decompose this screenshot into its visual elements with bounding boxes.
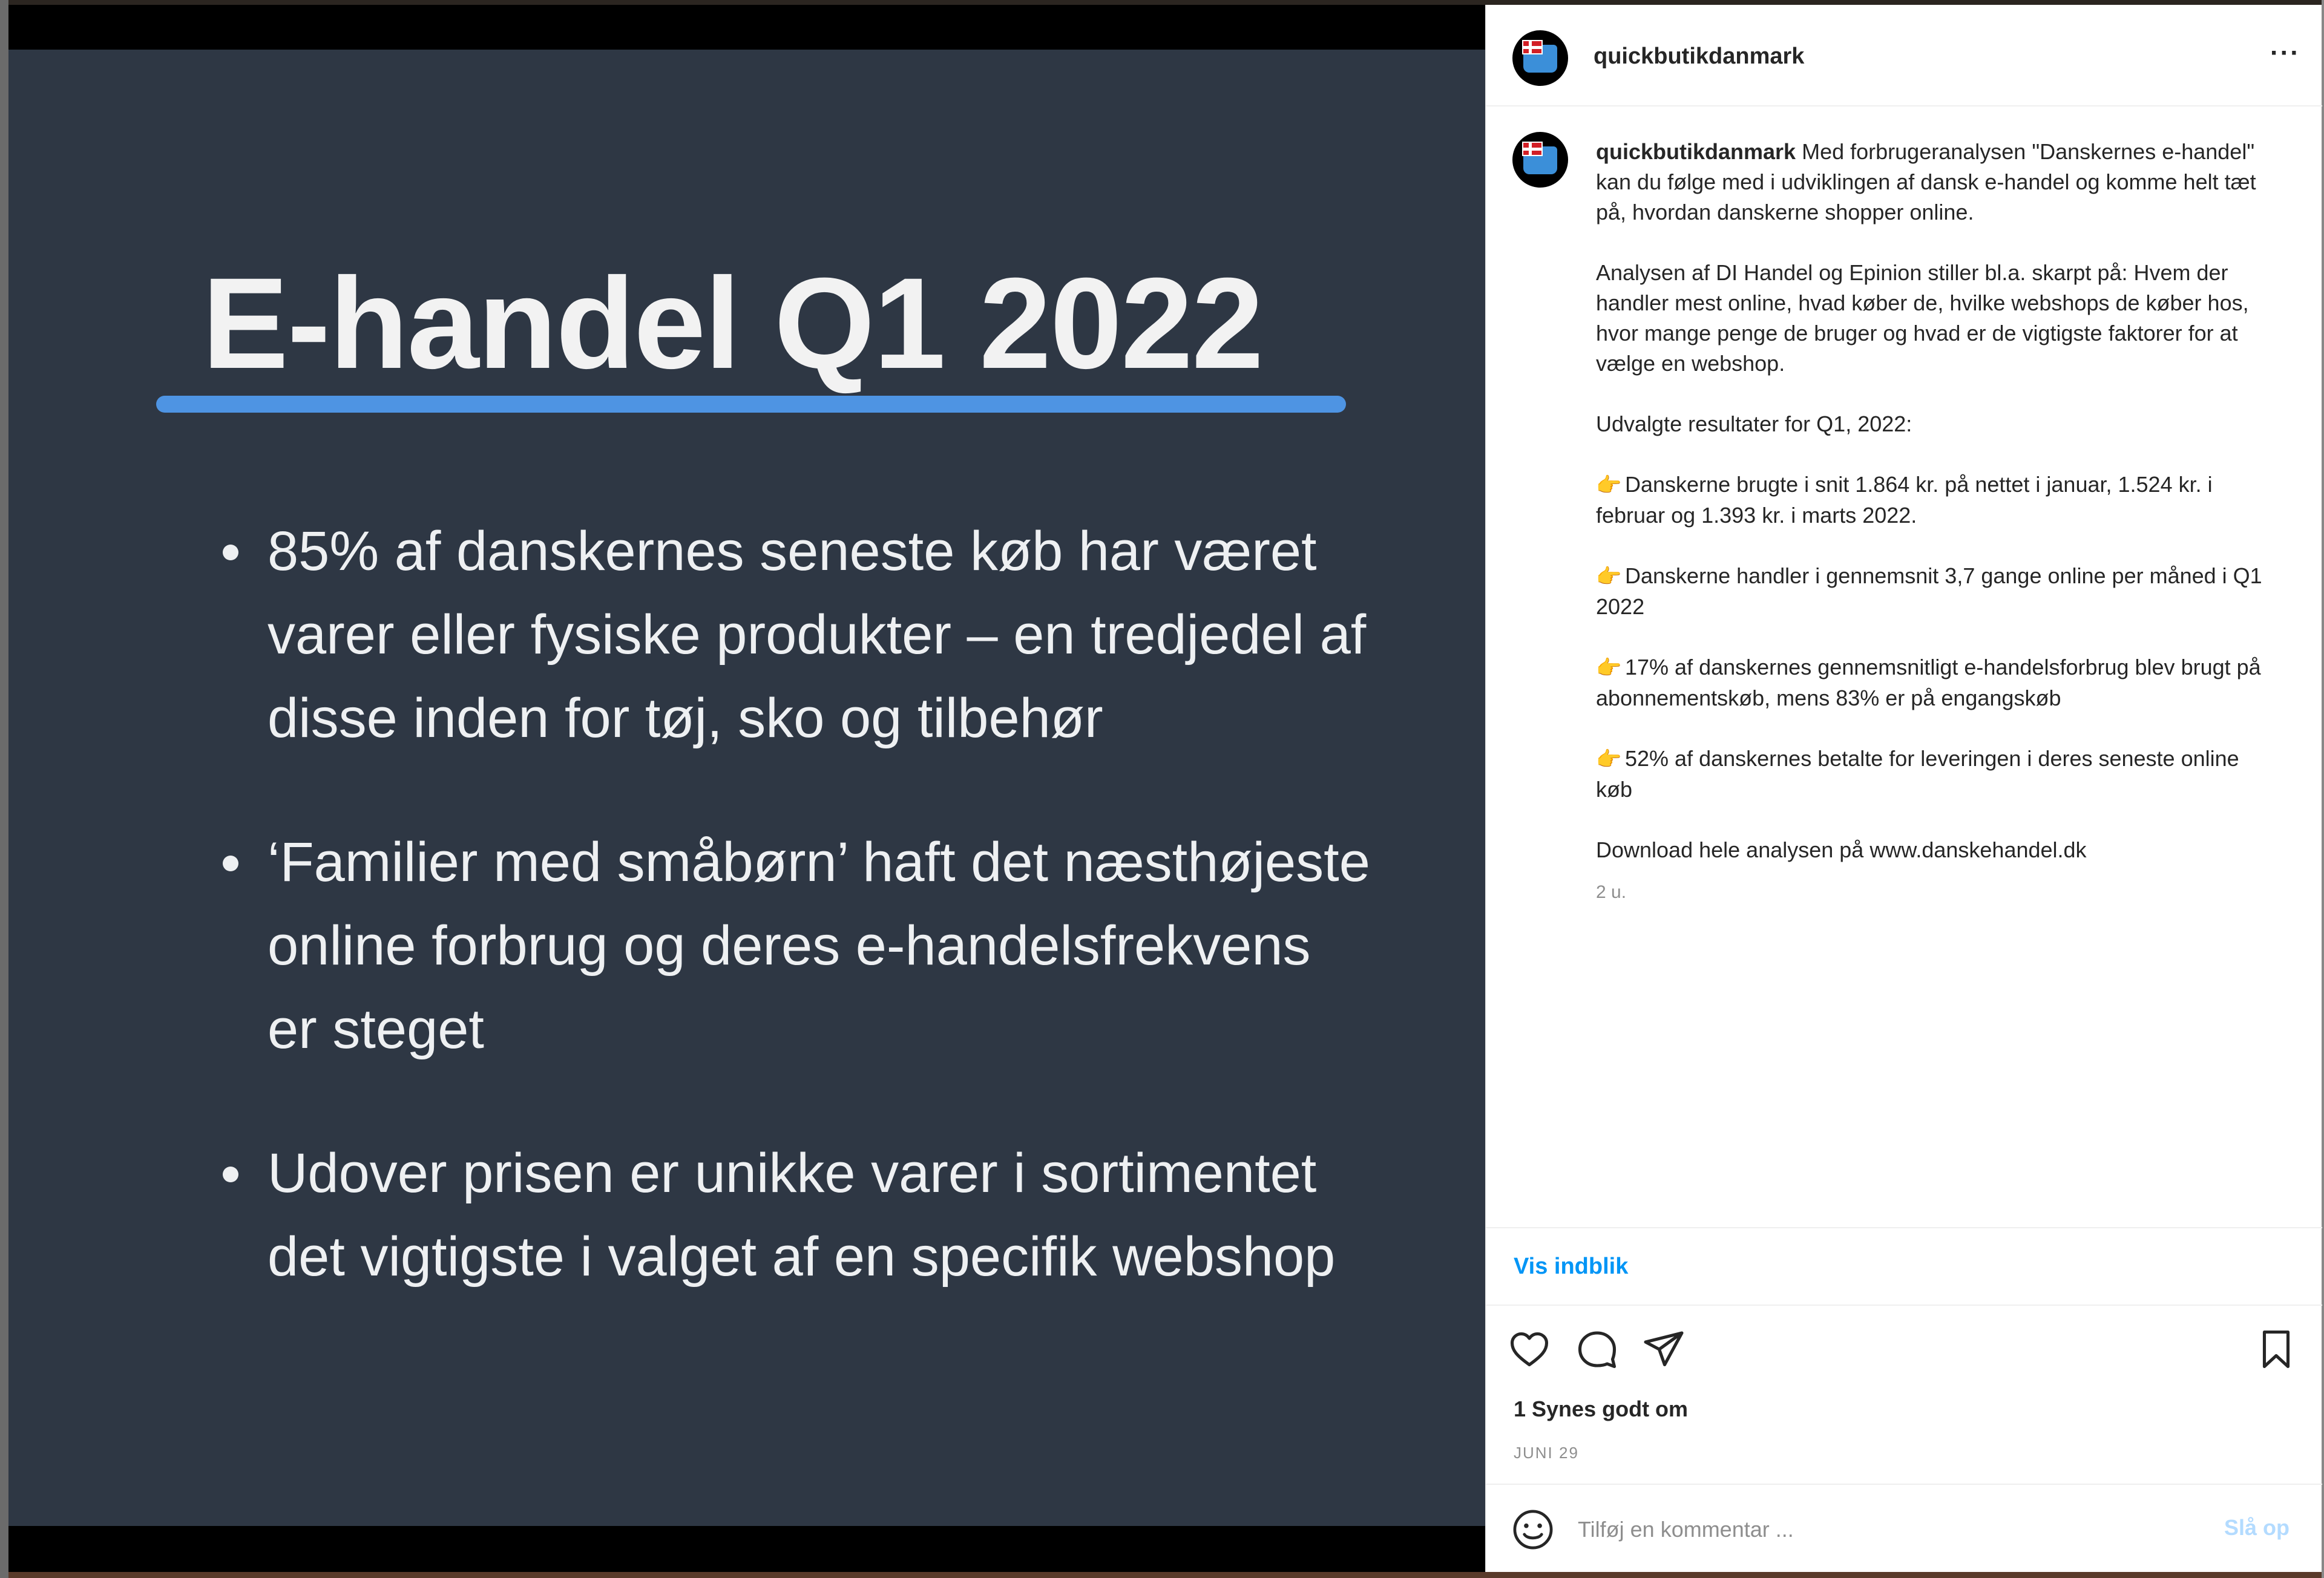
caption-point xyxy=(1596,470,2274,531)
page-backdrop-left xyxy=(0,0,8,1578)
caption-time-ago[interactable]: 2 u. xyxy=(1596,882,1627,902)
caption-point-text: Danskerne brugte i snit 1.864 kr. på nettet i januar, 1.524 kr. i februar og 1.393 kr. i marts 2022. xyxy=(1596,472,2213,528)
share-icon[interactable] xyxy=(1642,1328,1686,1371)
caption-avatar[interactable] xyxy=(1512,132,1568,188)
caption-point xyxy=(1596,744,2274,805)
comment-input[interactable] xyxy=(1578,1511,2183,1548)
slide-bullet: Udover prisen er unikke varer i sortimentet det vigtigste i valget af en specifik webshop xyxy=(208,1131,1370,1298)
page-backdrop xyxy=(0,0,2324,5)
likes-count[interactable]: 1 Synes godt om xyxy=(1514,1396,1689,1421)
caption-results-heading: Udvalgte resultater for Q1, 2022: xyxy=(1596,411,1912,436)
insights-row xyxy=(1486,1227,2322,1306)
action-bar xyxy=(1486,1318,2322,1378)
post-username[interactable]: quickbutikdanmark xyxy=(1594,44,1805,69)
pointing-hand-icon: 👉 xyxy=(1596,474,1622,497)
comment-box xyxy=(1486,1484,2322,1572)
more-options-icon[interactable]: ··· xyxy=(2270,38,2300,68)
post-media[interactable] xyxy=(8,5,1485,1572)
post-header xyxy=(1486,5,2322,106)
danish-flag-icon xyxy=(1522,142,1543,156)
slide-bullet: 85% af danskernes seneste køb har været varer eller fysiske produkter – en tredjedel af disse inden for tøj, sko og tilbehør xyxy=(208,509,1370,760)
caption-point-text: 17% af danskernes gennemsnitligt e-handelsforbrug blev brugt på abonnementskøb, mens 83% er på engangskøb xyxy=(1596,655,2261,710)
slide-title: E-handel Q1 2022 xyxy=(202,251,1263,396)
page-backdrop-bottom xyxy=(0,1572,2324,1578)
post-comment-button[interactable]: Slå op xyxy=(2224,1515,2290,1540)
caption-paragraph: Analysen af DI Handel og Epinion stiller bl.a. skarpt på: Hvem der handler mest online, hvad køber de, hvilke webshops de køber hos, hvor mange penge de bruger og hvad er de vigtigste faktorer for at vælge en webshop. xyxy=(1596,260,2249,376)
caption-intro: Med forbrugeranalysen "Danskernes e-handel" kan du følge med i udviklingen af dansk e-handel og komme helt tæt på, hvordan danskerne shopper online. xyxy=(1596,139,2256,224)
caption-point xyxy=(1596,652,2274,713)
slide-bullet-list xyxy=(208,509,1370,1359)
caption-download-line: Download hele analysen på www.danskehandel.dk xyxy=(1596,837,2087,862)
pointing-hand-icon: 👉 xyxy=(1596,565,1622,588)
slide-image xyxy=(8,50,1485,1526)
slide-bullet: ‘Familier med småbørn’ haft det næsthøjeste online forbrug og deres e-handelsfrekvens er steget xyxy=(208,820,1370,1071)
emoji-icon[interactable] xyxy=(1510,1507,1556,1553)
heart-icon[interactable] xyxy=(1508,1328,1551,1371)
caption-point-text: 52% af danskernes betalte for leveringen i deres seneste online køb xyxy=(1596,746,2239,802)
caption-point xyxy=(1596,561,2274,622)
comment-icon[interactable] xyxy=(1575,1328,1619,1371)
danish-flag-icon xyxy=(1522,40,1543,54)
caption-username[interactable]: quickbutikdanmark xyxy=(1596,139,1796,164)
bookmark-icon[interactable] xyxy=(2254,1328,2298,1371)
slide-title-underline xyxy=(156,396,1346,413)
caption-point-text: Danskerne handler i gennemsnit 3,7 gange online per måned i Q1 2022 xyxy=(1596,563,2262,619)
view-insights-link[interactable]: Vis indblik xyxy=(1514,1254,1629,1279)
pointing-hand-icon: 👉 xyxy=(1596,748,1622,771)
post-side-panel xyxy=(1485,5,2322,1572)
pointing-hand-icon: 👉 xyxy=(1596,656,1622,679)
post-date: JUNI 29 xyxy=(1514,1444,1579,1462)
post-caption xyxy=(1596,137,2274,895)
avatar[interactable] xyxy=(1512,30,1568,86)
